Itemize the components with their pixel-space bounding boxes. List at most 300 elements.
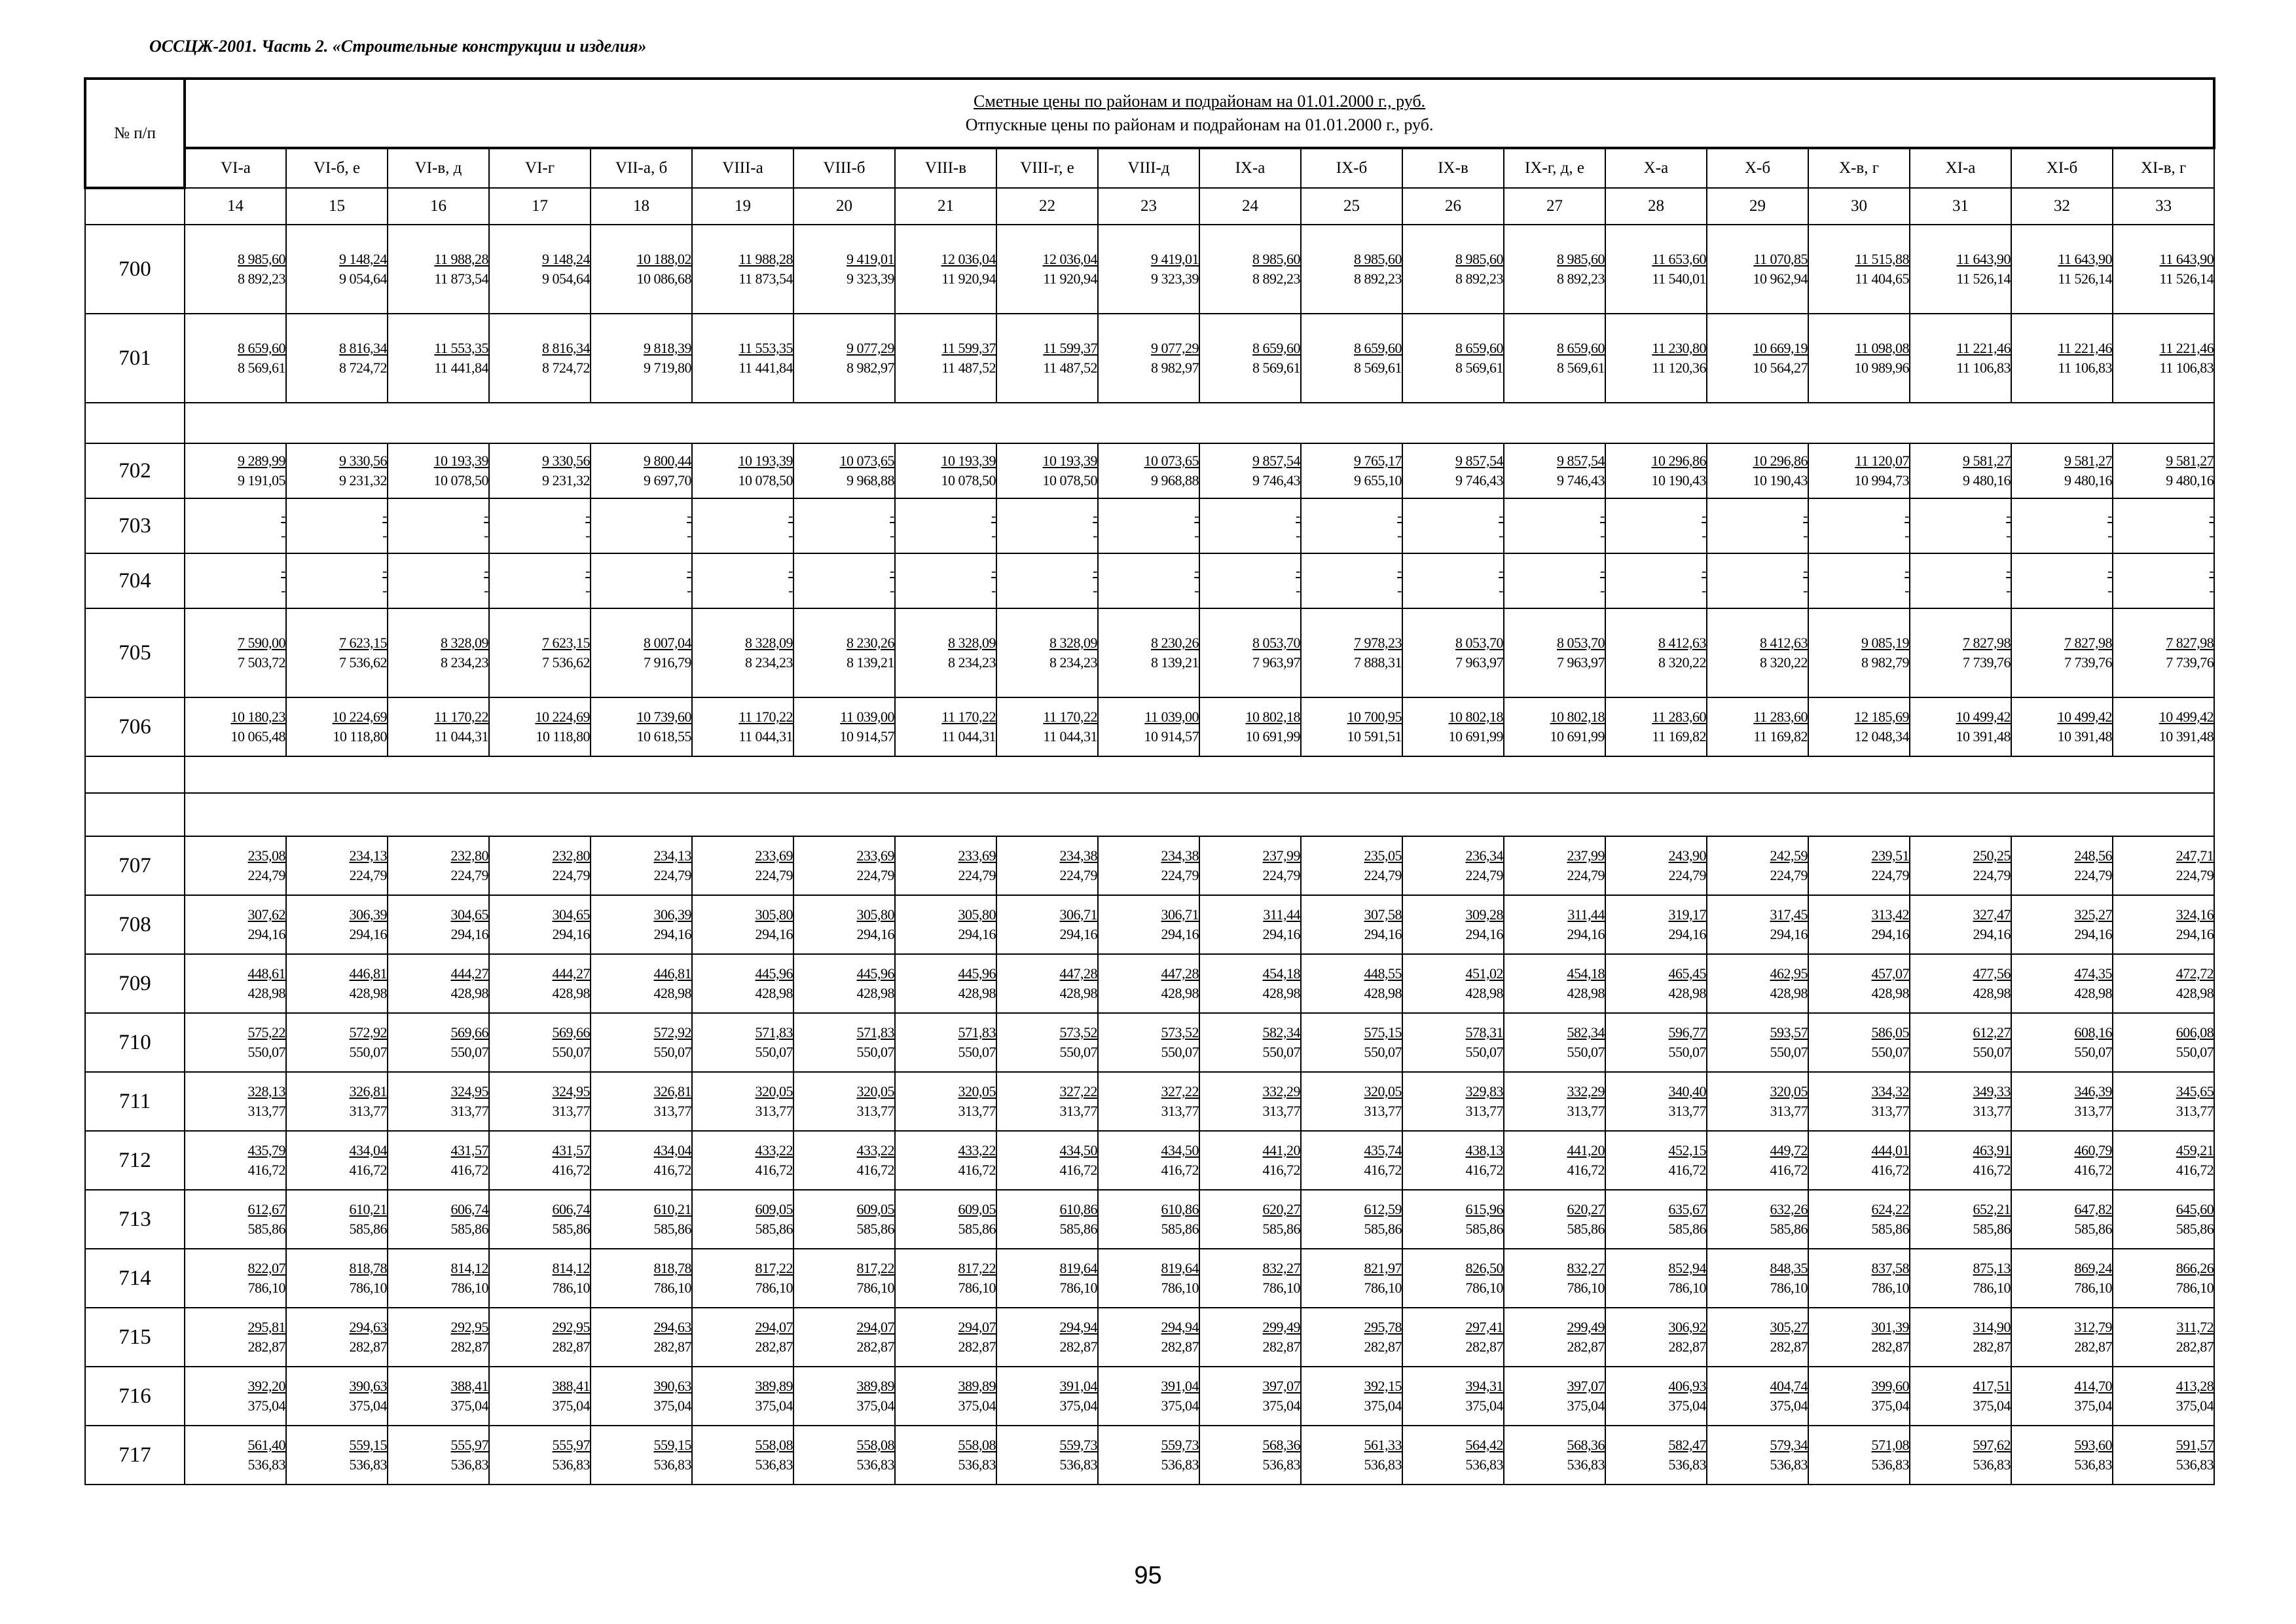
estimated-price: 10 802,18 [1245, 709, 1300, 725]
estimated-price: 307,62 [247, 906, 285, 923]
price-cell [388, 1308, 489, 1367]
estimated-price: - [1499, 507, 1503, 524]
release-price: 10 691,99 [1550, 728, 1605, 745]
release-price: 428,98 [653, 985, 691, 1001]
release-price: 224,79 [450, 867, 488, 883]
estimated-price: 294,07 [958, 1319, 996, 1335]
price-cell [591, 225, 692, 314]
price-cell [996, 954, 1098, 1013]
release-price: 9 968,88 [847, 472, 894, 489]
price-cell [1098, 225, 1199, 314]
estimated-price: 8 230,26 [847, 635, 894, 651]
release-price: 8 569,61 [1557, 360, 1605, 376]
estimated-price: 818,78 [653, 1260, 691, 1276]
release-price: 536,83 [247, 1456, 285, 1473]
release-price: 375,04 [1364, 1397, 1402, 1414]
release-price: 428,98 [1262, 985, 1300, 1001]
estimated-price: 10 193,39 [941, 452, 996, 469]
estimated-price: 11 553,35 [738, 340, 793, 356]
estimated-price: 10 499,42 [2057, 709, 2112, 725]
estimated-price: 324,95 [552, 1083, 590, 1099]
price-cell [1808, 1249, 1910, 1308]
table-row [85, 1367, 2214, 1426]
release-price: 416,72 [755, 1162, 793, 1178]
release-price: 282,87 [1770, 1338, 1808, 1355]
estimated-price: 294,07 [755, 1319, 793, 1335]
release-price: 9 746,43 [1455, 472, 1503, 489]
estimated-price: 817,22 [755, 1260, 793, 1276]
release-price: 224,79 [1567, 867, 1605, 883]
price-cell [895, 1367, 996, 1426]
estimated-price: 232,80 [450, 847, 488, 864]
price-cell [1301, 1308, 1402, 1367]
price-cell [996, 225, 1098, 314]
price-cell [388, 1367, 489, 1426]
estimated-price: 866,26 [2176, 1260, 2214, 1276]
row-number: 715 [85, 1308, 185, 1367]
estimated-price: 234,38 [1161, 847, 1199, 864]
release-price: 8 569,61 [1252, 360, 1300, 376]
estimated-price: 8 053,70 [1557, 635, 1605, 651]
release-price: 550,07 [2074, 1044, 2112, 1060]
release-price: 224,79 [2176, 867, 2214, 883]
price-cell [1504, 553, 1605, 608]
estimated-price: 313,42 [1871, 906, 1909, 923]
price-cell [793, 836, 895, 895]
price-cell [2113, 1072, 2214, 1131]
estimated-price: 11 599,37 [1043, 340, 1097, 356]
price-cell [1402, 954, 1504, 1013]
spacer-cell [185, 403, 2214, 443]
release-price: 8 892,23 [1455, 270, 1503, 287]
price-cell [2113, 225, 2214, 314]
price-cell [1605, 225, 1707, 314]
estimated-price: 304,65 [552, 906, 590, 923]
price-cell [2113, 314, 2214, 403]
estimated-price: 11 283,60 [1753, 709, 1808, 725]
spacer-cell [185, 793, 2214, 836]
release-price: 375,04 [856, 1397, 894, 1414]
release-price: 224,79 [1668, 867, 1706, 883]
row-number: 700 [85, 225, 185, 314]
estimated-price: 449,72 [1770, 1142, 1808, 1158]
price-cell [1301, 443, 1402, 498]
release-price: 313,77 [552, 1103, 590, 1119]
release-price: 224,79 [1770, 867, 1808, 883]
estimated-price: - [2107, 507, 2112, 524]
estimated-price: 311,72 [2176, 1319, 2214, 1335]
release-price: 9 746,43 [1557, 472, 1605, 489]
estimated-price: 294,94 [1059, 1319, 1097, 1335]
price-cell [1910, 1426, 2011, 1485]
region-column-header: VI-г [489, 148, 591, 188]
estimated-price: 388,41 [450, 1378, 488, 1394]
estimated-price: 474,35 [2074, 965, 2112, 982]
price-cell [2011, 314, 2113, 403]
price-cell [996, 1190, 1098, 1249]
price-cell [1808, 608, 1910, 697]
estimated-price: 327,47 [1973, 906, 2011, 923]
release-price: 282,87 [755, 1338, 793, 1355]
estimated-price: 837,58 [1871, 1260, 1909, 1276]
table-row [85, 225, 2214, 314]
estimated-price: 307,58 [1364, 906, 1402, 923]
release-price: - [1904, 527, 1909, 544]
release-price: 375,04 [1770, 1397, 1808, 1414]
estimated-price: 297,41 [1465, 1319, 1503, 1335]
price-cell [1808, 1426, 1910, 1485]
title-row [85, 79, 2214, 148]
price-cell [1910, 954, 2011, 1013]
estimated-price: 239,51 [1871, 847, 1909, 864]
price-cell [489, 1072, 591, 1131]
estimated-price: 8 328,09 [948, 635, 996, 651]
release-price: 375,04 [1668, 1397, 1706, 1414]
price-cell [286, 1131, 388, 1190]
estimated-price: 558,08 [958, 1437, 996, 1453]
price-cell [1301, 836, 1402, 895]
estimated-price: 299,49 [1262, 1319, 1300, 1335]
release-price: 282,87 [2074, 1338, 2112, 1355]
price-cell [2113, 443, 2214, 498]
release-price: - [1093, 527, 1097, 544]
release-price: 313,77 [1871, 1103, 1909, 1119]
price-cell [1808, 697, 1910, 756]
estimated-price: 7 978,23 [1354, 635, 1402, 651]
estimated-price: - [1904, 563, 1909, 579]
price-cell [1199, 1131, 1301, 1190]
release-price: 585,86 [2074, 1221, 2112, 1237]
release-price: 282,87 [1567, 1338, 1605, 1355]
release-price: - [281, 527, 285, 544]
release-price: 7 536,62 [339, 654, 387, 671]
release-price: 428,98 [1059, 985, 1097, 1001]
estimated-price: 11 988,28 [738, 251, 793, 267]
price-cell [1808, 1072, 1910, 1131]
price-cell [591, 1308, 692, 1367]
row-number: 708 [85, 895, 185, 954]
estimated-price: 7 623,15 [339, 635, 387, 651]
price-cell [2011, 1308, 2113, 1367]
estimated-price: 465,45 [1668, 965, 1706, 982]
estimated-price: 8 816,34 [339, 340, 387, 356]
estimated-price: 11 221,46 [2159, 340, 2214, 356]
price-cell [2011, 553, 2113, 608]
release-price: 282,87 [856, 1338, 894, 1355]
estimated-price: 10 802,18 [1550, 709, 1605, 725]
release-price: 294,16 [1059, 926, 1097, 942]
price-cell [1605, 608, 1707, 697]
release-price: 536,83 [653, 1456, 691, 1473]
estimated-price: 345,65 [2176, 1083, 2214, 1099]
release-price: 294,16 [552, 926, 590, 942]
estimated-price: 8 007,04 [644, 635, 691, 651]
estimated-price: 9 419,01 [1151, 251, 1199, 267]
release-price: 550,07 [1364, 1044, 1402, 1060]
price-cell [793, 1131, 895, 1190]
price-cell [1707, 553, 1808, 608]
region-column-header: VI-а [185, 148, 286, 188]
price-cell [388, 1249, 489, 1308]
price-cell [1605, 836, 1707, 895]
price-cell [1504, 1367, 1605, 1426]
release-price: - [585, 527, 590, 544]
estimated-price: 248,56 [2074, 847, 2112, 864]
price-cell [286, 895, 388, 954]
release-price: 416,72 [1770, 1162, 1808, 1178]
price-cell [1504, 225, 1605, 314]
estimated-price: 11 230,80 [1652, 340, 1706, 356]
release-price: 11 873,54 [738, 270, 793, 287]
estimated-price: 391,04 [1161, 1378, 1199, 1394]
release-price: 10 914,57 [1144, 728, 1199, 745]
price-cell [388, 1013, 489, 1072]
estimated-price: 8 659,60 [1252, 340, 1300, 356]
price-cell [895, 1072, 996, 1131]
release-price: 428,98 [1973, 985, 2011, 1001]
estimated-price: 609,05 [856, 1201, 894, 1217]
release-price: 9 231,32 [542, 472, 590, 489]
estimated-price: 390,63 [349, 1378, 387, 1394]
release-price: 313,77 [1161, 1103, 1199, 1119]
estimated-price: 561,40 [247, 1437, 285, 1453]
release-price: 10 391,48 [1956, 728, 2011, 745]
estimated-price: 575,15 [1364, 1024, 1402, 1041]
price-cell [1402, 608, 1504, 697]
estimated-price: 9 800,44 [644, 452, 691, 469]
release-price: 224,79 [2074, 867, 2112, 883]
table-row [85, 1308, 2214, 1367]
estimated-price: 571,83 [958, 1024, 996, 1041]
price-cell [591, 895, 692, 954]
estimated-price: 448,61 [247, 965, 285, 982]
estimated-price: 591,57 [2176, 1437, 2214, 1453]
estimated-price: 292,95 [450, 1319, 488, 1335]
price-cell [692, 1249, 793, 1308]
price-cell [793, 608, 895, 697]
price-cell [1707, 1308, 1808, 1367]
price-cell [895, 443, 996, 498]
release-price: 9 480,16 [2166, 472, 2214, 489]
estimated-price: 593,57 [1770, 1024, 1808, 1041]
price-cell [185, 1249, 286, 1308]
estimated-price: 233,69 [755, 847, 793, 864]
column-number: 24 [1199, 188, 1301, 225]
price-cell [185, 314, 286, 403]
price-cell [1707, 498, 1808, 553]
price-cell [1199, 1190, 1301, 1249]
price-cell [185, 498, 286, 553]
release-price: 428,98 [1364, 985, 1402, 1001]
estimated-price: 11 170,22 [434, 709, 488, 725]
estimated-price: - [1296, 563, 1300, 579]
estimated-price: 406,93 [1668, 1378, 1706, 1394]
release-price: 550,07 [349, 1044, 387, 1060]
price-cell [996, 1367, 1098, 1426]
release-price: - [2107, 582, 2112, 599]
price-cell [591, 1367, 692, 1426]
price-cell [1098, 1013, 1199, 1072]
price-cell [1504, 314, 1605, 403]
release-price: 11 873,54 [434, 270, 488, 287]
release-price: 313,77 [1973, 1103, 2011, 1119]
price-cell [1605, 697, 1707, 756]
price-cell [1402, 1308, 1504, 1367]
estimated-price: 11 170,22 [738, 709, 793, 725]
release-price: 536,83 [1059, 1456, 1097, 1473]
price-cell [1605, 1308, 1707, 1367]
price-cell [185, 1072, 286, 1131]
release-price: - [1499, 527, 1503, 544]
release-price: 9 480,16 [1963, 472, 2011, 489]
release-price: 7 963,97 [1557, 654, 1605, 671]
release-price: 550,07 [755, 1044, 793, 1060]
release-price: 375,04 [552, 1397, 590, 1414]
price-cell [793, 1308, 895, 1367]
release-price: 786,10 [1059, 1280, 1097, 1296]
estimated-price: 332,29 [1567, 1083, 1605, 1099]
price-cell [1301, 553, 1402, 608]
table-row [85, 1426, 2214, 1485]
price-cell [2011, 836, 2113, 895]
price-cell [793, 697, 895, 756]
estimated-price: 454,18 [1567, 965, 1605, 982]
price-cell [1910, 1308, 2011, 1367]
estimated-price: 609,05 [755, 1201, 793, 1217]
estimated-price: 433,22 [856, 1142, 894, 1158]
release-price: 8 892,23 [1252, 270, 1300, 287]
estimated-price: 9 077,29 [1151, 340, 1199, 356]
release-price: 416,72 [1262, 1162, 1300, 1178]
price-cell [388, 954, 489, 1013]
release-price: 10 190,43 [1753, 472, 1808, 489]
estimated-price: 9 581,27 [1963, 452, 2011, 469]
estimated-price: 12 036,04 [941, 251, 996, 267]
estimated-price: 431,57 [552, 1142, 590, 1158]
estimated-price: - [1194, 563, 1199, 579]
price-cell [692, 697, 793, 756]
estimated-price: 346,39 [2074, 1083, 2112, 1099]
release-price: 313,77 [958, 1103, 996, 1119]
release-price: 585,86 [1973, 1221, 2011, 1237]
price-cell [1605, 954, 1707, 1013]
estimated-price: 8 985,60 [1354, 251, 1402, 267]
release-price: 11 106,83 [1956, 360, 2011, 376]
estimated-price: 444,01 [1871, 1142, 1909, 1158]
region-column-header: X-в, г [1808, 148, 1910, 188]
price-cell [1910, 1190, 2011, 1249]
price-cell [388, 1190, 489, 1249]
estimated-price: 610,86 [1059, 1201, 1097, 1217]
region-column-header: VIII-в [895, 148, 996, 188]
price-cell [996, 836, 1098, 895]
price-cell [1402, 1013, 1504, 1072]
estimated-price: 414,70 [2074, 1378, 2112, 1394]
price-cell [2113, 1131, 2214, 1190]
price-cell [1910, 895, 2011, 954]
release-price: 585,86 [755, 1221, 793, 1237]
estimated-price: 399,60 [1871, 1378, 1909, 1394]
release-price: 224,79 [1059, 867, 1097, 883]
estimated-price: 7 623,15 [542, 635, 590, 651]
release-price: 313,77 [1364, 1103, 1402, 1119]
estimated-price: 645,60 [2176, 1201, 2214, 1217]
estimated-price: 571,08 [1871, 1437, 1909, 1453]
release-price: 536,83 [1465, 1456, 1503, 1473]
release-price: 10 691,99 [1245, 728, 1300, 745]
column-number: 15 [286, 188, 388, 225]
estimated-price: 559,15 [349, 1437, 387, 1453]
release-price: 786,10 [653, 1280, 691, 1296]
estimated-price: 571,83 [755, 1024, 793, 1041]
price-cell [388, 498, 489, 553]
release-price: 7 739,76 [2064, 654, 2112, 671]
release-price: 9 697,70 [644, 472, 691, 489]
estimated-price: 652,21 [1973, 1201, 2011, 1217]
estimated-price: 388,41 [552, 1378, 590, 1394]
release-price: 11 044,31 [434, 728, 488, 745]
release-price: 585,86 [247, 1221, 285, 1237]
price-cell [286, 1426, 388, 1485]
release-price: 10 078,50 [1042, 472, 1097, 489]
release-price: 8 724,72 [339, 360, 387, 376]
release-price: 282,87 [1668, 1338, 1706, 1355]
estimated-price: 435,79 [247, 1142, 285, 1158]
price-cell [1402, 443, 1504, 498]
table-row [85, 498, 2214, 553]
release-price: 375,04 [958, 1397, 996, 1414]
price-cell [2011, 443, 2113, 498]
row-number: 707 [85, 836, 185, 895]
estimated-price: 575,22 [247, 1024, 285, 1041]
column-number: 28 [1605, 188, 1707, 225]
estimated-price: 304,65 [450, 906, 488, 923]
price-cell [895, 553, 996, 608]
price-cell [1910, 1072, 2011, 1131]
estimated-price: 327,22 [1059, 1083, 1097, 1099]
estimated-price: 11 515,88 [1855, 251, 1909, 267]
release-price: - [1397, 582, 1402, 599]
column-number: 20 [793, 188, 895, 225]
estimated-price: 295,81 [247, 1319, 285, 1335]
release-price: 11 106,83 [2058, 360, 2112, 376]
release-price: 10 989,96 [1854, 360, 1909, 376]
release-price: 786,10 [2176, 1280, 2214, 1296]
estimated-price: 441,20 [1262, 1142, 1300, 1158]
price-cell [185, 608, 286, 697]
release-price: 416,72 [1871, 1162, 1909, 1178]
price-cell [286, 1367, 388, 1426]
price-cell [1098, 314, 1199, 403]
region-column-header: XI-в, г [2113, 148, 2214, 188]
estimated-price: 11 039,00 [1144, 709, 1199, 725]
price-cell [591, 1013, 692, 1072]
price-cell [489, 954, 591, 1013]
estimated-price: 8 328,09 [1049, 635, 1097, 651]
region-column-header: VI-в, д [388, 148, 489, 188]
release-price: 12 048,34 [1854, 728, 1909, 745]
price-cell [1910, 553, 2011, 608]
release-price: 536,83 [450, 1456, 488, 1473]
estimated-price: - [1904, 507, 1909, 524]
price-cell [692, 498, 793, 553]
table-row [85, 1072, 2214, 1131]
release-price: 282,87 [2176, 1338, 2214, 1355]
release-price: 10 618,55 [636, 728, 691, 745]
region-column-header: VIII-б [793, 148, 895, 188]
release-price: 8 982,97 [1151, 360, 1199, 376]
estimated-price: 12 185,69 [1854, 709, 1909, 725]
